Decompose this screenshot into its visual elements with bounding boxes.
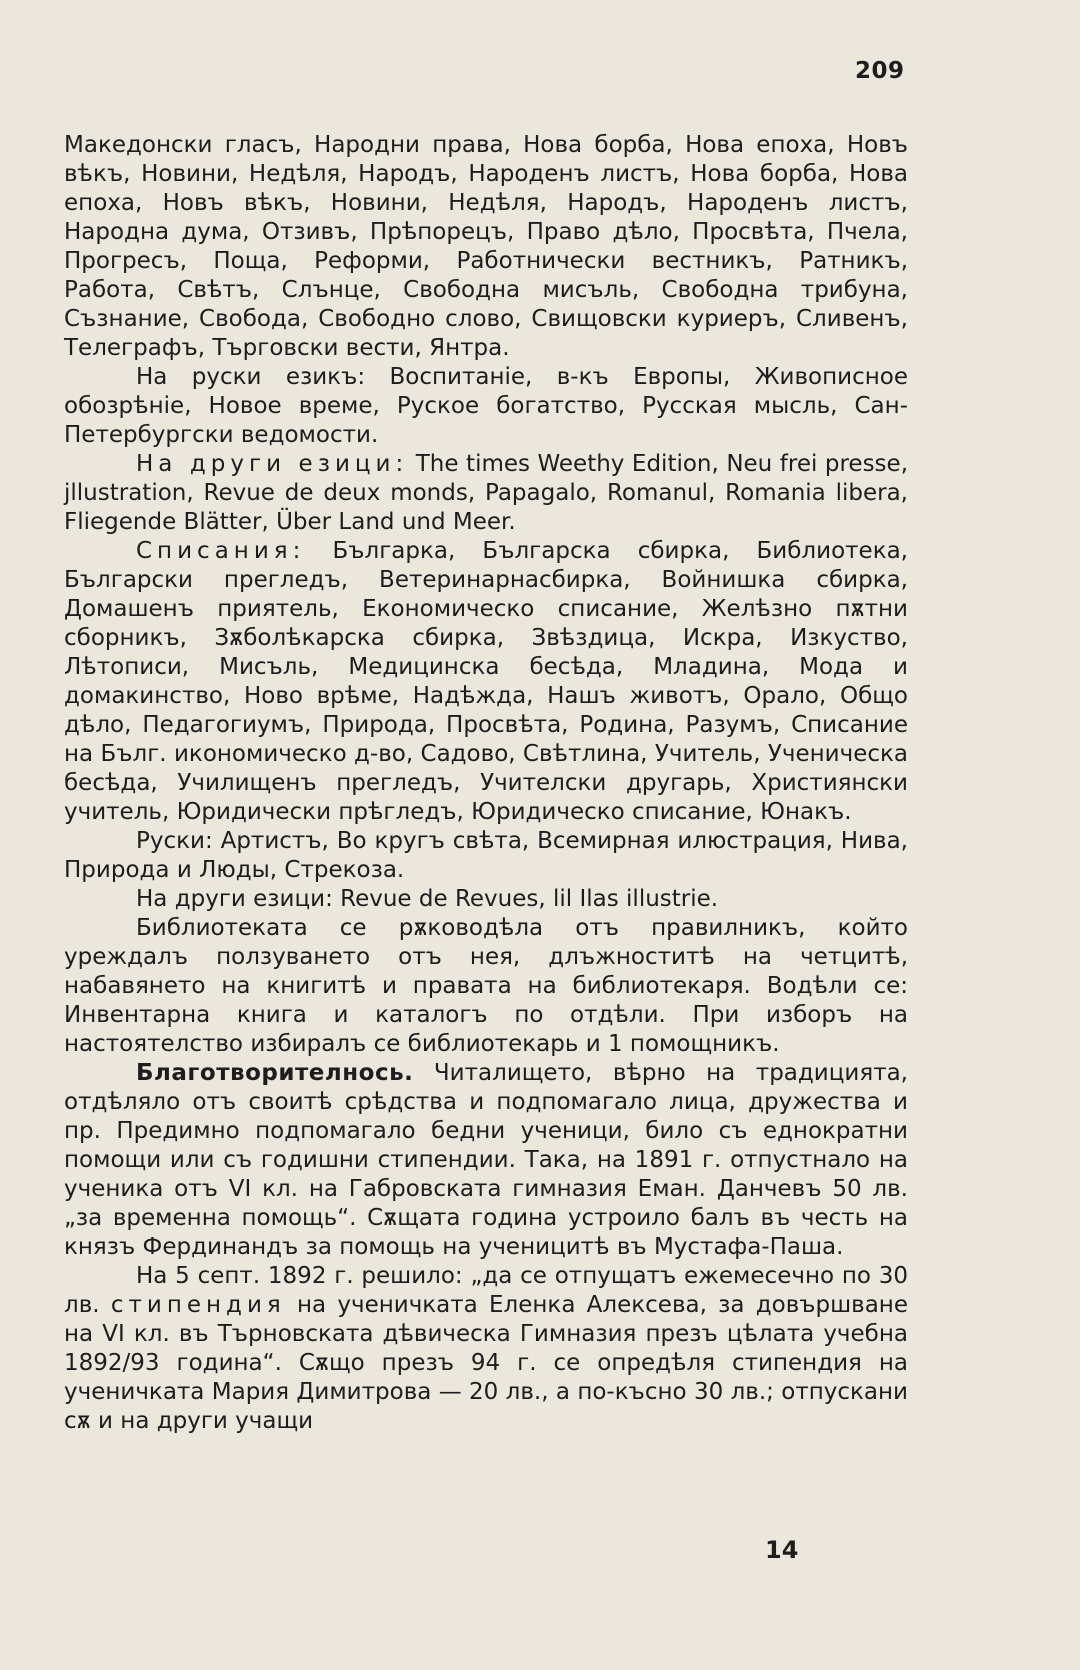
printer-signature-mark: 14 bbox=[765, 1536, 799, 1564]
paragraph-library-rules: Библиотеката се рѫководѣла отъ правилникъ, който уреждалъ ползуването отъ нея, длъжноститѣ на четцитѣ, набавянето на книгитѣ и правата на библиотекаря. Водѣли се: Инвентарна книга и каталогъ по отдѣли. При изборъ на настоятелство избиралъ се библиотекарь и 1 помощникъ. bbox=[64, 915, 908, 1057]
paragraph-russian-newspapers: На руски езикъ: Воспитаніе, в-къ Европы, Живописное обозрѣніе, Новое време, Руское богатство, Русская мысль, Сан-Петербургски ведомости. bbox=[64, 364, 908, 448]
paragraph-foreign-journals: На други езици: Revue de Revues, lil Ilas illustrie. bbox=[136, 886, 719, 912]
journals-lead: Списания: bbox=[136, 538, 306, 564]
paragraph-foreign-newspapers bbox=[64, 450, 908, 537]
foreign-newspapers-text: The times Weethy Edition, Neu frei presse, jllustration, Revue de deux monds, Papagalo, Romanul, Romania libera, Fliegende Blätter, Über Land und Meer. bbox=[64, 451, 909, 535]
charity-heading: Благотворителнось. bbox=[136, 1060, 414, 1086]
charity-text: Читалището, вѣрно на традицията, отдѣляло отъ своитѣ срѣдства и подпомагало лица, дружества и пр. Предимно подпомагало бедни ученици, било съ еднократни помощи или съ годишни стипендии. Така, на 1891 г. отпустнало на ученика отъ VI кл. на Габровската гимназия Еман. Данчевъ 50 лв. „за временна помощь“. Сѫщата година устроило балъ въ честь на князъ Фердинандъ за помощь на ученицитѣ въ Мустафа-Паша. bbox=[64, 1060, 908, 1260]
journals-text: Българка, Българска сбирка, Библиотека, Български прегледъ, Ветеринарнасбирка, Войнишка сбирка, Домашенъ приятель, Економическо списание, Желѣзно пѫтни сборникъ, Зѫболѣкарска сбирка, Звѣздица, Искра, Изкуство, Лѣтописи, Мисъль, Медицинска бесѣда, Младина, Мода и домакинство, Ново врѣме, Надѣжда, Нашъ животъ, Орало, Общо дѣло, Педагогиумъ, Природа, Просвѣта, Родина, Разумъ, Списание на Бълг. икономическо д-во, Садово, Свѣтлина, Учитель, Ученическа бесѣда, Училищенъ прегледъ, Учителски другарь, Християнски учитель, Юридически прѣгледъ, Юридическо списание, Юнакъ. bbox=[64, 538, 908, 825]
paragraph-charity bbox=[64, 1059, 908, 1262]
page-body bbox=[64, 131, 908, 1436]
scholarship-word: стипендия bbox=[110, 1292, 286, 1318]
scholarships-text-a: На 5 септ. 1892 г. решило: „да се отпущатъ ежемесечно по 30 лв. bbox=[64, 1263, 908, 1318]
paragraph-russian-journals: Руски: Артистъ, Во кругъ свѣта, Всемирная илюстрация, Нива, Природа и Люды, Стрекоза. bbox=[64, 828, 908, 883]
paragraph-journals bbox=[64, 537, 908, 827]
paragraph-newspapers-list: Македонски гласъ, Народни права, Нова борба, Нова епоха, Новъ вѣкъ, Новини, Недѣля, Народъ, Народенъ листъ, Нова борба, Нова епоха, Новъ вѣкъ, Новини, Недѣля, Народъ, Народенъ листъ, Народна дума, Отзивъ, Прѣпорецъ, Право дѣло, Просвѣта, Пчела, Прогресъ, Поща, Реформи, Работнически вестникъ, Ратникъ, Работа, Свѣтъ, Слънце, Свободна мисъль, Свободна трибуна, Съзнание, Свобода, Свободно слово, Свищовски куриеръ, Сливенъ, Телеграфъ, Търговски вести, Янтра. bbox=[64, 132, 908, 361]
scholarships-text-b: на ученичката Еленка Алексева, за довършване на VI кл. въ Търновската дѣвическа Гимназия презъ цѣлата учебна 1892/93 година“. Сѫщо презъ 94 г. се опредѣля стипендия на ученичката Мария Димитрова — 20 лв., а по-късно 30 лв.; отпускани сѫ и на други учащи bbox=[64, 1292, 908, 1434]
paragraph-scholarships bbox=[64, 1262, 908, 1436]
foreign-languages-lead: На други езици: bbox=[136, 451, 409, 477]
page-number: 209 bbox=[855, 58, 905, 84]
